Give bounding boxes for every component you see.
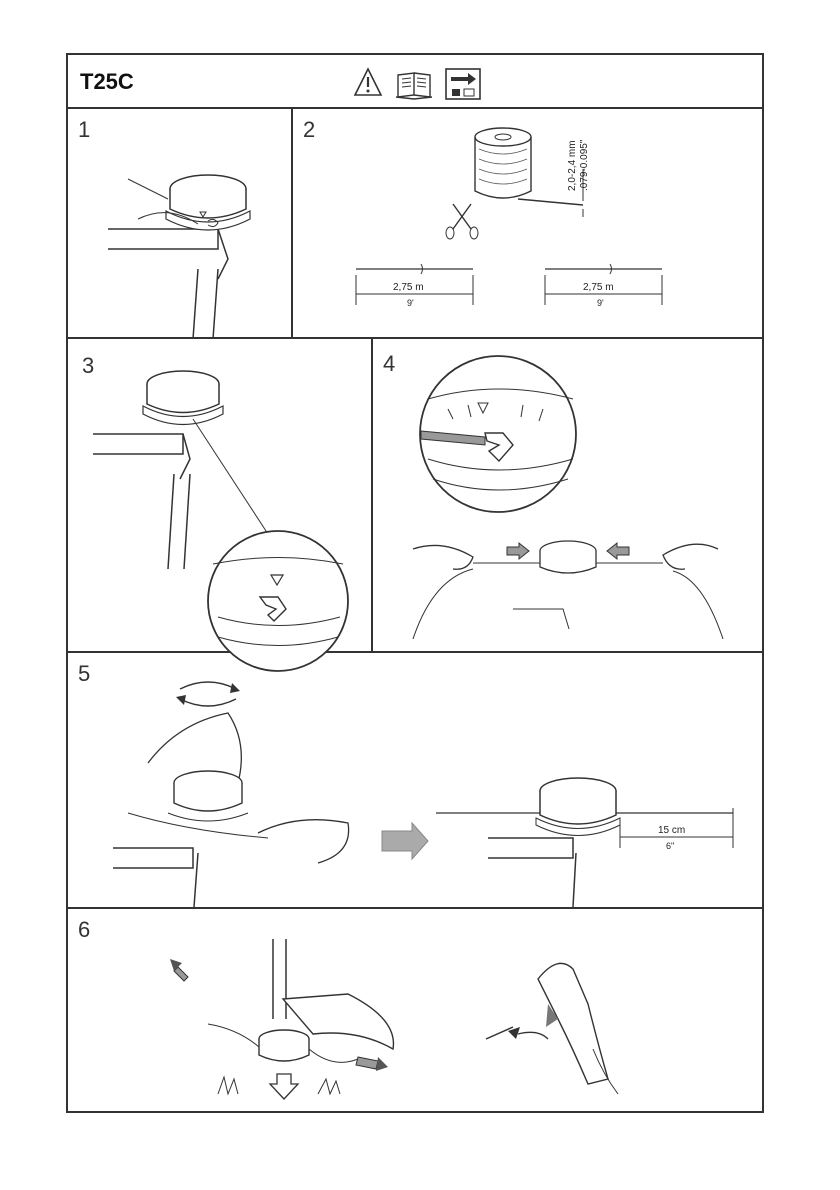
left-length-m: 2,75 m: [393, 282, 424, 293]
step-5-panel: [68, 653, 762, 907]
step-6-panel: [68, 909, 762, 1111]
step-4-panel: [373, 339, 762, 651]
row-step-6: [68, 909, 762, 1111]
instruction-sheet: [66, 53, 764, 1113]
header-icon-strip: [354, 67, 484, 101]
row-step-5: [68, 653, 762, 909]
rotate-arrows-icon: [176, 682, 240, 706]
header-row: [68, 55, 762, 109]
magnifier-circle: [420, 356, 576, 512]
step-number: 2: [303, 117, 316, 142]
left-line-length: [356, 264, 473, 308]
right-length-ft: 9': [597, 298, 604, 308]
step-number: 1: [78, 117, 91, 142]
model-title: T25C: [80, 69, 134, 94]
line-diameter-mm: 2,0-2,4 mm: [567, 140, 578, 191]
right-length-m: 2,75 m: [583, 282, 614, 293]
magnifier-circle: [208, 531, 348, 671]
step-number: 6: [78, 917, 91, 942]
row-steps-1-2: [68, 109, 762, 339]
line-insertion-illustration: [373, 339, 762, 651]
line-length-diagram: [293, 109, 762, 337]
step-2-panel: [293, 109, 762, 337]
manual-book-icon: [396, 73, 432, 99]
notch-detail-illustration: [68, 339, 373, 651]
step-number: 4: [383, 351, 396, 376]
trimmer-on-grass: [170, 939, 393, 1099]
next-arrow-icon: [382, 823, 428, 859]
tap-feed-illustration: [68, 909, 762, 1109]
hands-insert-line: [413, 541, 723, 639]
wound-head-illustration: [436, 778, 733, 907]
trimmer-head-illustration: [68, 109, 293, 337]
hands-winding: [113, 713, 349, 907]
right-line-length: [545, 264, 662, 308]
step-3-panel: [68, 339, 373, 651]
left-length-ft: 9': [407, 298, 414, 308]
row-steps-3-4: [68, 339, 762, 653]
line-diameter-in: .079-0.095": [579, 139, 590, 191]
scissors-icon: [446, 204, 478, 239]
winding-illustration: [68, 653, 762, 907]
instruction-panel-icon: [446, 69, 480, 99]
step-1-panel: [68, 109, 293, 337]
extension-in: 6": [666, 841, 675, 851]
extension-cm: 15 cm: [658, 825, 686, 836]
trimmer-handle-illustration: [486, 963, 618, 1094]
warning-triangle-icon: [355, 69, 381, 95]
step-number: 3: [82, 353, 95, 378]
step-number: 5: [78, 661, 91, 686]
